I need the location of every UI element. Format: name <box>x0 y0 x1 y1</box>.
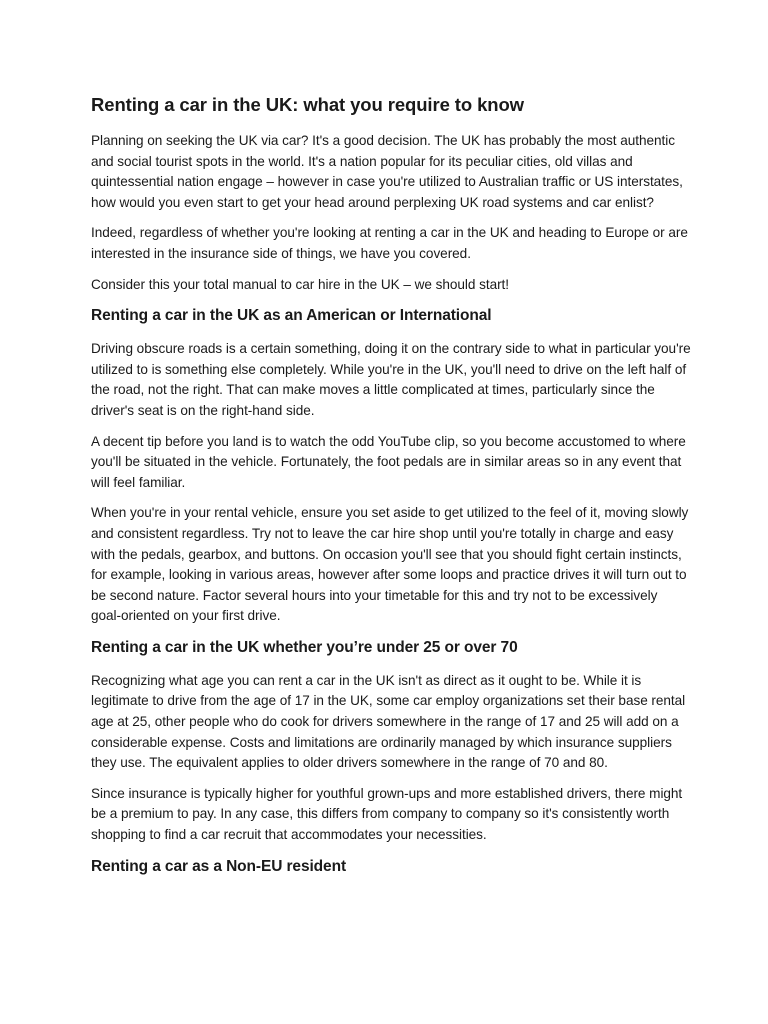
intro-paragraph: Consider this your total manual to car hire in the UK – we should start! <box>91 276 510 292</box>
body-paragraph: When you're in your rental vehicle, ensure you set aside to get utilized to the feel of it, moving slowly and consistent regardless. Try not to leave the car hire shop until you're totally in charge and easy with the pedals, gearbox, and buttons. On occasion you'll see that you should fight certain instincts, for example, looking in various areas, however after some loops and practice drives it will turn out to be second nature. Factor several hours into your timetable for this and try not to be excessively goal-oriented on your first drive. <box>91 505 689 624</box>
document-page <box>91 93 691 890</box>
body-paragraph: Driving obscure roads is a certain something, doing it on the contrary side to what in particular you're utilized to is something else completely. While you're in the UK, you'll need to drive on the left half of the road, not the right. That can make moves a little complicated at times, particularly since the driver's seat is on the right-hand side. <box>91 341 691 418</box>
body-paragraph: Since insurance is typically higher for youthful grown-ups and more established drivers, there might be a premium to pay. In any case, this differs from company to company so it's consistently worth shopping to find a car recruit that accommodates your necessities. <box>91 785 683 843</box>
page-title: Renting a car in the UK: what you require to know <box>91 94 524 115</box>
body-paragraph: A decent tip before you land is to watch the odd YouTube clip, so you become accustomed to where you'll be situated in the vehicle. Fortunately, the foot pedals are in similar areas so in any event that will feel familiar. <box>91 433 686 490</box>
section-heading-non-eu: Renting a car as a Non-EU resident <box>91 857 346 875</box>
intro-paragraph: Planning on seeking the UK via car? It's a good decision. The UK has probably the most authentic and social tourist spots in the world. It's a nation popular for its peculiar cities, old villas and quintessential nation engage – however in case you're utilized to Australian traffic or US interstates, how would you even start to get your head around perplexing UK road systems and car enlist? <box>91 133 683 210</box>
intro-paragraph: Indeed, regardless of whether you're looking at renting a car in the UK and heading to Europe or are interested in the insurance side of things, we have you covered. <box>91 225 688 261</box>
body-paragraph: Recognizing what age you can rent a car in the UK isn't as direct as it ought to be. While it is legitimate to drive from the age of 17 in the UK, some car employ organizations set their base rental age at 25, other people who do cook for drivers somewhere in the range of 17 and 25 will add on a considerable expense. Costs and limitations are ordinarily managed by which insurance suppliers they use. The equivalent applies to older drivers somewhere in the range of 70 and 80. <box>91 672 686 771</box>
section-heading-age: Renting a car in the UK whether you’re under 25 or over 70 <box>91 638 518 656</box>
section-heading-international: Renting a car in the UK as an American or International <box>91 307 492 325</box>
